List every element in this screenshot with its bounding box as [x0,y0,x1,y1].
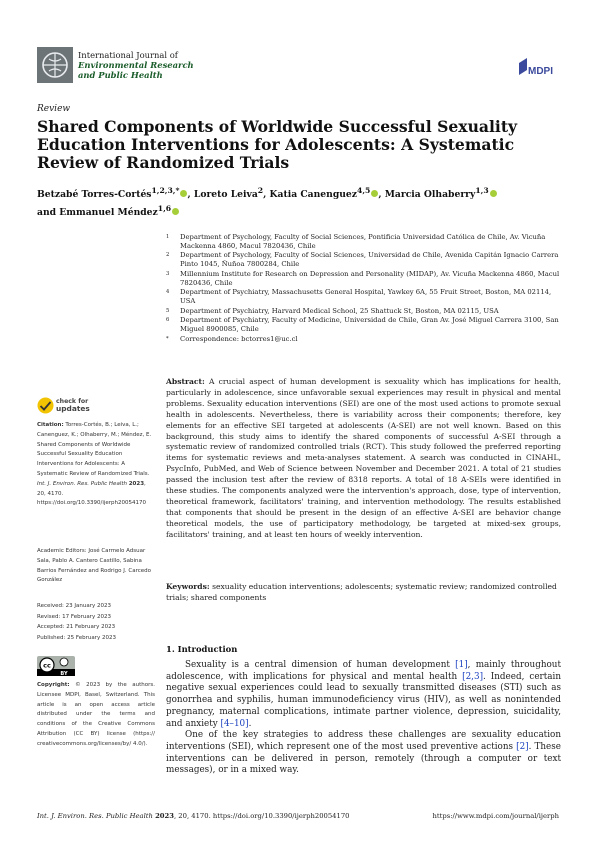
author-name: Betzabé Torres-Cortés [37,189,152,201]
author-connector: and [37,206,57,218]
journal-name [78,50,194,80]
mdpi-logo-icon [517,55,557,79]
correspondence-text[interactable]: Correspondence: bctorres1@uc.cl [180,334,298,343]
author-affiliation-sup: 2 [257,186,264,195]
orcid-icon[interactable] [172,208,179,215]
affiliation-item [166,307,566,316]
copyright-block [37,681,155,750]
publisher-name: MDPI [528,66,553,77]
author-affiliation-sup: 1,2,3,* [151,186,180,195]
citation-journal: Int. J. Environ. Res. Public Health [37,480,127,487]
abstract-text: A crucial aspect of human development is sexuality which has implications for health, particularly in adolescence, since unfavorable sexual experiences may result in physical and mental problems. Sexuality education interventions (SEI) are one of the most used actions to promote sexual health in adolescents. Nevertheless, there is variability across their components; therefore, key elements for an effective SEI targeted at adolescents (A-SEI) are not well known. Based on this background, this study aims to identify the shared components of successful A-SEI through a systematic review of randomized controlled trials (RCT). This study followed the preferred reporting items for systematic reviews and meta-analyses statement. A search was conducted in CINAHL, PsycInfo, PubMed, and Web of Science between November and December 2021. A total of 21 studies passed the inclusion test after the review of 8318 reports. A total of 18 A-SEIs were identified in these studies. The components analyzed were the intervention's approach, dose, type of intervention, theoretical framework, facilitators' training, and intervention methodology. The results established that components that should be present in the design of an effective A-SEI are behavior change theoretical models, the use of participatory methodology, be targeted at mixed-sex groups, facilitators' training, and at least ten hours of weekly intervention. [166,377,561,539]
author-name: Marcia Olhaberry [384,189,476,201]
affiliation-number: 4 [166,289,170,296]
affiliation-text: Department of Psychiatry, Harvard Medical School, 25 Shattuck St, Boston, MA 02115, USA [180,306,499,315]
section-label: Review [37,104,71,114]
paper-title: Shared Components of Worldwide Successful Sexuality Education Interventions for Adolescents: A Systematic Review of Randomized Trials [37,117,518,172]
keywords-text: sexuality education interventions; adolescents; systematic review; randomized controlled trials; shared components [166,582,557,602]
date-published: Published: 25 February 2023 [37,634,116,641]
footer-journal-url[interactable]: https://www.mdpi.com/journal/ijerph [432,812,559,820]
affiliation-item [166,316,566,334]
affiliation-item [166,251,566,269]
orcid-icon[interactable] [490,190,497,197]
affiliation-number: 2 [166,252,170,259]
cc-by-license-icon[interactable] [37,656,75,676]
intro-text: One of the key strategies to address these challenges are sexuality education interventions (SEI), which represent one of the most used preventive actions [166,730,561,752]
intro-text: . Indeed, certain negative sexual experiences could lead to sexually transmitted diseases (STI) such as gonorrhea and syphilis, human immunodeficiency virus (HIV), as well as nonintended pregnancy, maternal complications, intimate partner violence, depression, suicidality, and anxiety [166,671,561,729]
citation-year: 2023 [128,480,145,487]
author-name: Loreto Leiva [193,189,258,201]
keywords [166,582,561,604]
citation-link[interactable]: [2] [516,741,529,752]
affiliation-text: Department of Psychiatry, Faculty of Medicine, Universidad de Chile, Gran Av. José Miguel Carrera 3100, San Miguel 8900085, Chile [180,316,559,334]
check-for-updates-line2: updates [56,404,90,413]
correspondence-item [166,335,566,344]
cc-label: cc [43,661,51,670]
check-for-updates-icon[interactable] [37,397,54,414]
footer-journal: Int. J. Environ. Res. Public Health [37,812,153,820]
section-heading-introduction: 1. Introduction [166,644,238,654]
author-affiliation-sup: 1,6 [157,203,172,213]
by-label: BY [60,670,68,676]
affiliation-item [166,270,566,288]
affiliations-list [166,233,566,344]
author-affiliation-sup: 1,3 [475,186,489,195]
intro-text: . These interventions can be delivered in person, remotely (through a computer or text messages), or in a mixed way. [166,741,561,776]
affiliation-number: 5 [166,307,170,314]
author-list: Betzabé Torres-Cortés$^{1,2,3,*}$ , Loreto Leiva$^2$, Katia Canenguez$^{4,5}$ , Marcia Olhaberry$^{1,3}$ and Emmanuel Méndez$^{1,6}$ [37,184,557,219]
copyright-text: © 2023 by the authors. Licensee MDPI, Basel, Switzerland. This article is an open access article distributed under the terms and conditions of the Creative Commons Attribution (CC BY) license (https:// creativecommons.org/licenses/by/ 4.0/). [37,682,155,747]
orcid-icon[interactable] [180,190,187,197]
intro-paragraph [166,660,561,730]
affiliation-number: * [166,335,169,342]
abstract-label: Abstract: [166,377,205,386]
academic-editors: Academic Editors: José Carmelo Adsuar Sala, Pablo A. Cantero Castillo, Sabina Barrios Fernández and Rodrigo J. Carcedo González [37,548,151,584]
affiliation-number: 3 [166,270,170,277]
affiliation-text: Millennium Institute for Research on Depression and Personality (MIDAP), Av. Vicuña Mackenna 4860, Macul 7820436, Chile [180,269,560,287]
affiliation-item [166,288,566,306]
check-for-updates-line1: check for [56,398,89,405]
author-name: Emmanuel Méndez [59,206,158,218]
citation-label: Citation: [37,422,64,428]
citation-block [37,421,155,509]
footer-year: 2023 [155,812,174,820]
date-received: Received: 23 January 2023 [37,603,111,609]
citation-doi[interactable]: , 20, 4170. https://doi.org/10.3390/ijerph20054170 [37,480,146,507]
journal-name-line3: and Public Health [78,70,163,80]
affiliation-number: 6 [166,317,170,324]
publication-dates [37,601,155,643]
intro-text: Sexuality is a central dimension of human development [185,660,456,670]
intro-text: . [248,718,252,729]
journal-name-line1: International Journal of [78,50,178,60]
citation-text: Torres-Cortés, B.; Leiva, L.; Canenguez, K.; Olhaberry, M.; Méndez, E. Shared Components of Worldwide Successful Sexuality Education Interventions for Adolescents: A Systematic Review of Randomized Trials. [37,422,152,477]
author-name: Katia Canenguez [269,189,357,201]
abstract [166,377,561,541]
affiliation-text: Department of Psychiatry, Massachusetts General Hospital, Yawkey 6A, 55 Fruit Street, Boston, MA 02114, USA [180,288,552,306]
affiliation-text: Department of Psychology, Faculty of Social Sciences, Pontificia Universidad Católica de Chile, Av. Vicuña Mackenna 4860, Macul 7820436, Chile [180,233,546,250]
journal-logo-icon [37,47,73,83]
journal-name-line2: Environmental Research [78,60,194,70]
affiliation-number: 1 [166,234,170,240]
keywords-label: Keywords: [166,582,210,591]
author-affiliation-sup: 4,5 [357,186,371,195]
citation-link[interactable]: [2,3] [462,671,483,682]
date-revised: Revised: 17 February 2023 [37,613,111,620]
orcid-icon[interactable] [371,190,378,197]
footer-citation [37,812,349,820]
date-accepted: Accepted: 21 February 2023 [37,624,116,631]
intro-text: , mainly throughout adolescence, with implications for physical and mental health [166,660,561,682]
copyright-label: Copyright: [37,682,70,688]
affiliation-item [166,233,566,251]
introduction-body [166,660,561,777]
intro-paragraph [166,730,561,777]
citation-link[interactable]: [1] [455,660,468,670]
citation-link[interactable]: [4–10] [220,718,249,729]
check-for-updates-button[interactable] [56,398,90,412]
affiliation-text: Department of Psychology, Faculty of Social Sciences, Universidad de Chile, Avenida Capitán Ignacio Carrera Pinto 1045, Ñuñoa 7800284, Chile [180,251,559,269]
footer-doi[interactable]: , 20, 4170. https://doi.org/10.3390/ijerph20054170 [173,812,350,820]
